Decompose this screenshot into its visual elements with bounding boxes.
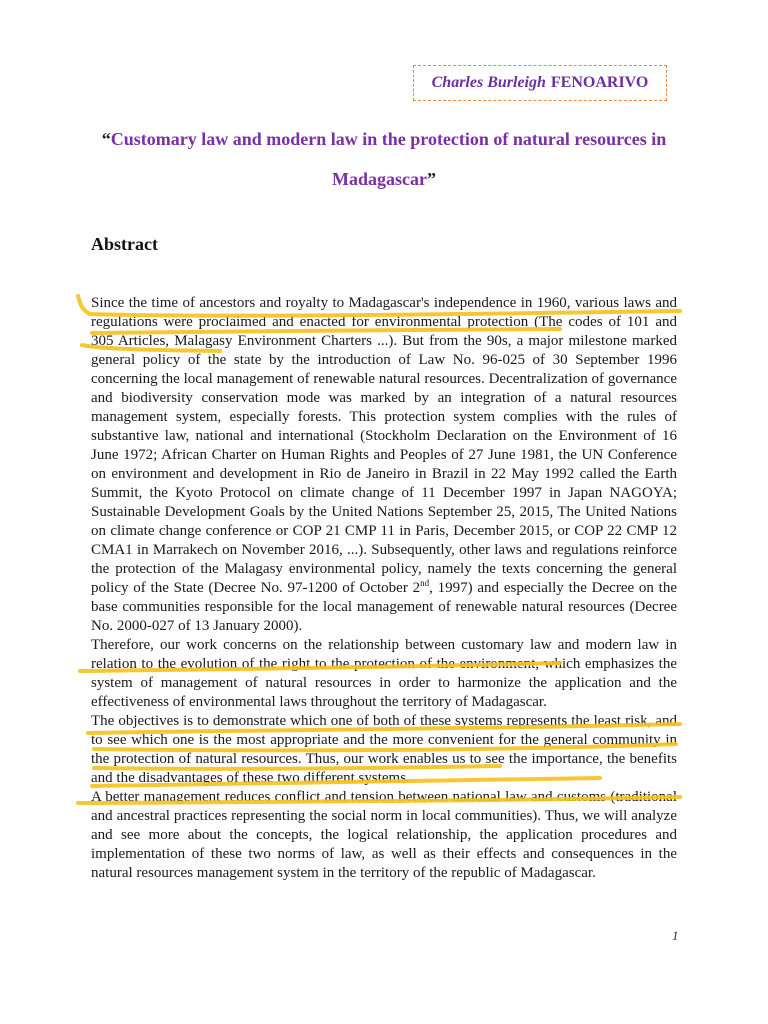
paragraph-1-text-b: , 1997) and especially the Decree on the base communities responsible for the local management of renewable natural resources (Decree No. 2000-027 of 13 January 2000). xyxy=(91,580,677,634)
paper-title-line-1 xyxy=(60,130,708,148)
title-open-quote: “ xyxy=(101,129,111,149)
author-first-names: Charles Burleigh xyxy=(431,74,546,91)
page-number: 1 xyxy=(672,928,679,943)
abstract-paragraph-2: Therefore, our work concerns on the relationship between customary law and modern law in relation to the evolution of the right to the protection of the environment, which emphasizes the system of management of natural resources in order to harmonize the application and the effectiveness of environmental laws throughout the territory of Madagascar. xyxy=(91,637,677,710)
paragraph-1-text-a: Since the time of ancestors and royalty to Madagascar's independence in 1960, various laws and regulations were proclaimed and enacted for environmental protection (The codes of 101 and 305 Articles, Malagasy Environment Charters ...). But from the 90s, a major milestone marked general policy of the state by the introduction of Law No. 96-025 of 30 September 1996 concerning the local management of renewable natural resources. Decentralization of governance and biodiversity conservation mode was marked by an integration of a natural resources management system, especially forests. This protection system complies with the rules of substantive law, national and international (Stockholm Declaration on the Environment of 16 June 1972; African Charter on Human Rights and Peoples of 27 June 1981, the UN Conference on environment and development in Rio de Janeiro in Brazil in 22 May 1992 called the Earth Summit, the Kyoto Protocol on climate change of 11 December 1997 in Japan NAGOYA; Sustainable Development Goals by the United Nations September 25, 2015, The United Nations on climate change conference or COP 21 CMP 11 in Paris, December 2015, or COP 22 CMP 12 CMA1 in Marrakech on November 2016, ...). Subsequently, other laws and regulations reinforce the protection of the Malagasy environmental policy, namely the texts concerning the general policy of the State (Decree No. 97-1200 of October 2 xyxy=(91,295,677,596)
paper-title-line-2 xyxy=(60,170,708,188)
title-text-line-1: Customary law and modern law in the protection of natural resources in xyxy=(110,129,667,149)
abstract-paragraph-1 xyxy=(91,294,677,636)
title-close-quote: ” xyxy=(426,169,436,189)
author-box xyxy=(413,65,667,101)
abstract-paragraph-4: A better management reduces conflict and tension between national law and customs (traditional and ancestral practices representing the social norm in local communities). Thus, we will analyze and see more about the concepts, the logical relationship, the application procedures and implementation of these two norms of law, as well as their effects and consequences in the natural resources management system in the territory of the republic of Madagascar. xyxy=(91,789,677,881)
abstract-paragraph-3: The objectives is to demonstrate which one of both of these systems represents the least risk, and to see which one is the most appropriate and the more convenient for the general community in the protection of natural resources. Thus, our work enables us to see the importance, the benefits and the disadvantages of these two different systems. xyxy=(91,713,677,786)
abstract-body xyxy=(91,294,677,883)
author-surname: FENOARIVO xyxy=(550,74,649,91)
ordinal-suffix: nd xyxy=(420,578,430,588)
title-text-line-2: Madagascar xyxy=(332,169,427,189)
abstract-heading: Abstract xyxy=(91,234,158,254)
